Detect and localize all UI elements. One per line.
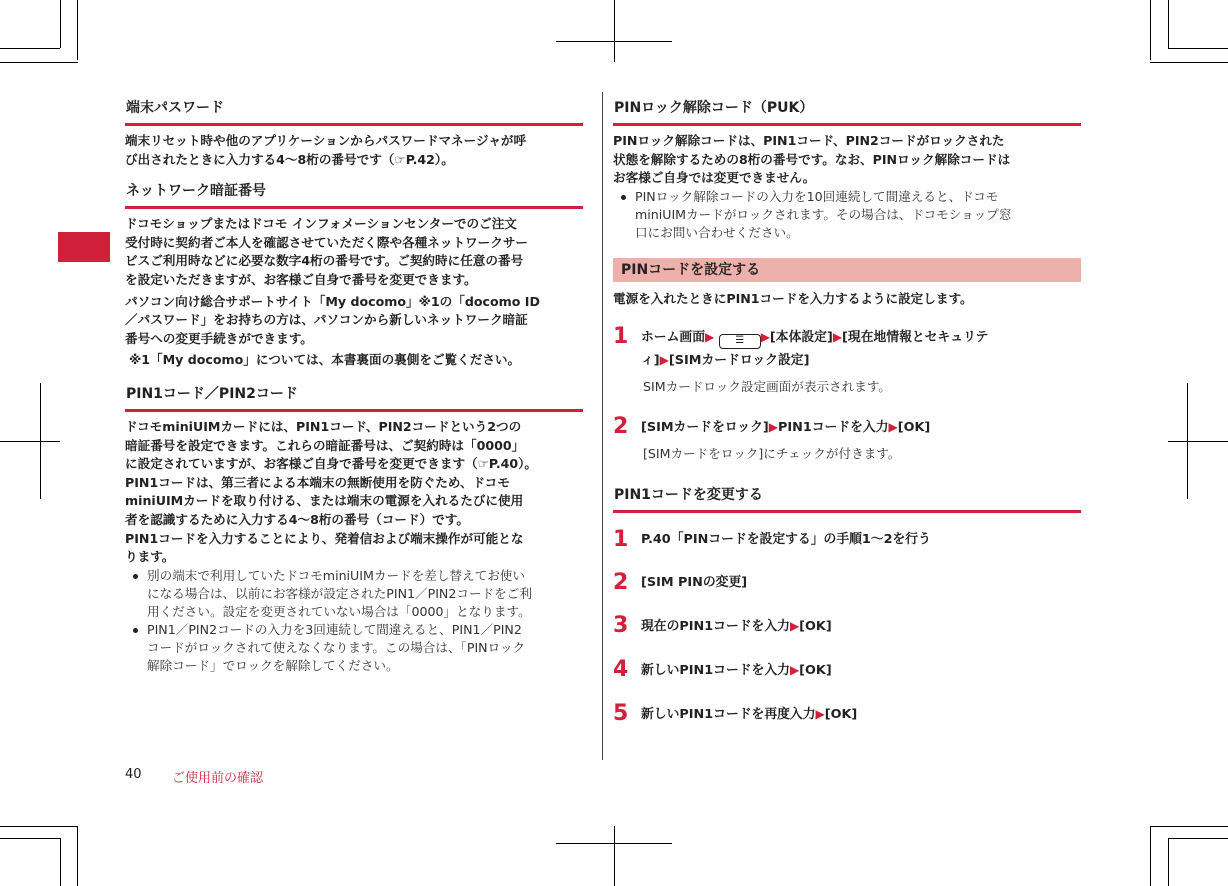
- arrow-icon: ▶: [659, 353, 669, 368]
- step-number: 1: [613, 324, 629, 350]
- intro-text: 電源を入れたときにPIN1コードを入力するように設定します。: [613, 290, 973, 306]
- bullet-line: PIN1／PIN2コードの入力を3回連続して間違えると、PIN1／PIN2: [125, 621, 583, 639]
- text-line: 受付時に契約者ご本人を確認させていただく際や各種ネットワークサー: [125, 234, 528, 250]
- step-text: [現在地情報とセキュリテ: [842, 330, 989, 346]
- step-text: [SIM PINの変更]: [641, 575, 748, 591]
- arrow-icon: ▶: [789, 619, 800, 634]
- heading-rule: [125, 409, 583, 412]
- step-text: [OK]: [799, 663, 832, 679]
- step-5: [613, 703, 1081, 726]
- text-line: PIN1コードを入力することにより、発着信および端末操作が可能とな: [125, 530, 524, 546]
- bullet-list: [613, 188, 1081, 242]
- column-divider: [602, 92, 603, 760]
- text-line: 暗証番号を設定できます。これらの暗証番号は、ご契約時は「0000」: [125, 437, 525, 453]
- text-line: ／パスワード」をお持ちの方は、パソコンから新しいネットワーク暗証: [125, 312, 528, 328]
- bullet-line: 解除コード」でロックを解除してください。: [147, 657, 399, 673]
- arrow-icon: ▶: [768, 420, 778, 435]
- step-number: 2: [613, 570, 629, 596]
- step-number: 1: [613, 527, 629, 553]
- step-1: [613, 326, 1081, 372]
- heading-rule: [613, 123, 1081, 126]
- text-line: に設定されていますが、お客様ご自身で番号を変更できます（☞P.40）。: [125, 456, 538, 472]
- step-text: 新しいPIN1コードを再度入力: [641, 707, 816, 723]
- text-line: 者を認識するために入力する4～8桁の番号（コード）です。: [125, 511, 469, 527]
- bullet-line: miniUIMカードがロックされます。その場合は、ドコモショップ窓: [635, 206, 1012, 222]
- step-2: [613, 572, 1081, 594]
- step-text: 現在のPIN1コードを入力: [641, 619, 790, 635]
- subheading-set-pin: PINコードを設定する: [613, 258, 1081, 282]
- text-line: ドコモショップまたはドコモ インフォメーションセンターでのご注文: [125, 216, 517, 232]
- text-line: miniUIMカードを取り付ける、または端末の電源を入れるたびに使用: [125, 493, 524, 509]
- paragraph: [125, 418, 583, 567]
- right-column: [613, 98, 1081, 726]
- text-line: PINロック解除コードは、PIN1コード、PIN2コードがロックされた: [613, 133, 1005, 148]
- bullet-line: PINロック解除コードの入力を10回連続して間違えると、ドコモ: [613, 188, 1081, 206]
- text-line: ビスご利用時などに必要な数字4桁の番号です。ご契約時に任意の番号: [125, 253, 524, 269]
- text-line: 番号への変更手続きができます。: [125, 330, 313, 346]
- heading-pin-codes: PIN1コード／PIN2コード: [126, 385, 298, 402]
- heading-rule: [125, 123, 583, 126]
- heading-rule: [125, 206, 583, 209]
- bullet-list: [125, 567, 583, 675]
- arrow-icon: ▶: [832, 330, 843, 345]
- step-text: [OK]: [824, 707, 858, 723]
- text-line: パソコン向け総合サポートサイト「My docomo」※1の「docomo ID: [125, 293, 540, 309]
- heading-puk: PINロック解除コード（PUK）: [614, 100, 814, 116]
- arrow-icon: ▶: [888, 420, 898, 435]
- bullet-line: 用ください。設定を変更されていない場合は「0000」となります。: [147, 603, 531, 619]
- arrow-icon: ▶: [815, 707, 825, 722]
- paragraph: [125, 293, 583, 349]
- step-text: P.40「PINコードを設定する」の手順1～2を行う: [641, 532, 931, 548]
- paragraph: [125, 132, 583, 169]
- step-text: ィ]: [641, 353, 660, 369]
- bullet-line: になる場合は、以前にお客様が設定されたPIN1／PIN2コードをご利: [147, 585, 532, 601]
- step-1: [613, 529, 1081, 551]
- arrow-icon: ▶: [789, 663, 800, 678]
- text-line: お客様ご自身では変更できません。: [613, 170, 816, 186]
- step-text: 新しいPIN1コードを入力: [641, 663, 790, 679]
- step-text: [SIMカードロック設定]: [668, 353, 810, 369]
- step-text: [OK]: [799, 619, 832, 635]
- step-text: [SIMカードをロック]: [641, 420, 769, 436]
- change-pin-steps: [613, 529, 1081, 726]
- left-column: [125, 98, 583, 675]
- menu-key-icon: ☰: [719, 334, 761, 349]
- bullet-line: 口にお問い合わせください。: [635, 224, 799, 240]
- arrow-icon: ▶: [704, 330, 715, 345]
- section-name: ご使用前の確認: [172, 771, 264, 786]
- text-line: 状態を解除するための8桁の番号です。なお、PINロック解除コードは: [613, 151, 1011, 167]
- heading-rule: [613, 510, 1081, 513]
- text-line: ります。: [125, 549, 175, 565]
- bullet-line: 別の端末で利用していたドコモminiUIMカードを差し替えてお使い: [125, 567, 583, 585]
- step-number: 3: [613, 613, 629, 639]
- step-4: [613, 659, 1081, 682]
- step-result: SIMカードロック設定画面が表示されます。: [643, 379, 892, 395]
- heading-change-pin1: PIN1コードを変更する: [614, 487, 763, 504]
- step-3: [613, 615, 1081, 638]
- text-line: ドコモminiUIMカードには、PIN1コード、PIN2コードという2つの: [125, 418, 522, 434]
- step-text: ホーム画面: [641, 330, 705, 346]
- chapter-tab: [58, 232, 110, 262]
- step-2: [613, 416, 1081, 439]
- arrow-icon: ▶: [760, 330, 770, 345]
- page-number: 40: [125, 767, 142, 782]
- text-line: 端末リセット時や他のアプリケーションからパスワードマネージャが呼: [125, 133, 527, 148]
- step-text: [本体設定]: [769, 330, 833, 346]
- bullet-line: コードがロックされて使えなくなります。この場合は、「PINロック: [147, 639, 526, 655]
- heading-device-password: 端末パスワード: [126, 100, 224, 116]
- text-line: を設定いただきますが、お客様ご自身で番号を変更できます。: [125, 271, 477, 287]
- step-number: 4: [613, 657, 629, 683]
- paragraph: [613, 132, 1081, 188]
- step-number: 2: [613, 414, 629, 440]
- footnote: ※1「My docomo」については、本書裏面の裏側をご覧ください。: [129, 352, 521, 368]
- text-line: び出されたときに入力する4～8桁の番号です（☞P.42）。: [125, 151, 454, 167]
- step-text: [OK]: [897, 420, 931, 436]
- text-line: PIN1コードは、第三者による本端末の無断使用を防ぐため、ドコモ: [125, 474, 510, 490]
- paragraph: [125, 215, 583, 289]
- heading-network-pin: ネットワーク暗証番号: [126, 183, 266, 200]
- step-number: 5: [613, 701, 629, 727]
- step-result: [SIMカードをロック]にチェックが付きます。: [643, 446, 901, 462]
- step-text: PIN1コードを入力: [777, 420, 889, 436]
